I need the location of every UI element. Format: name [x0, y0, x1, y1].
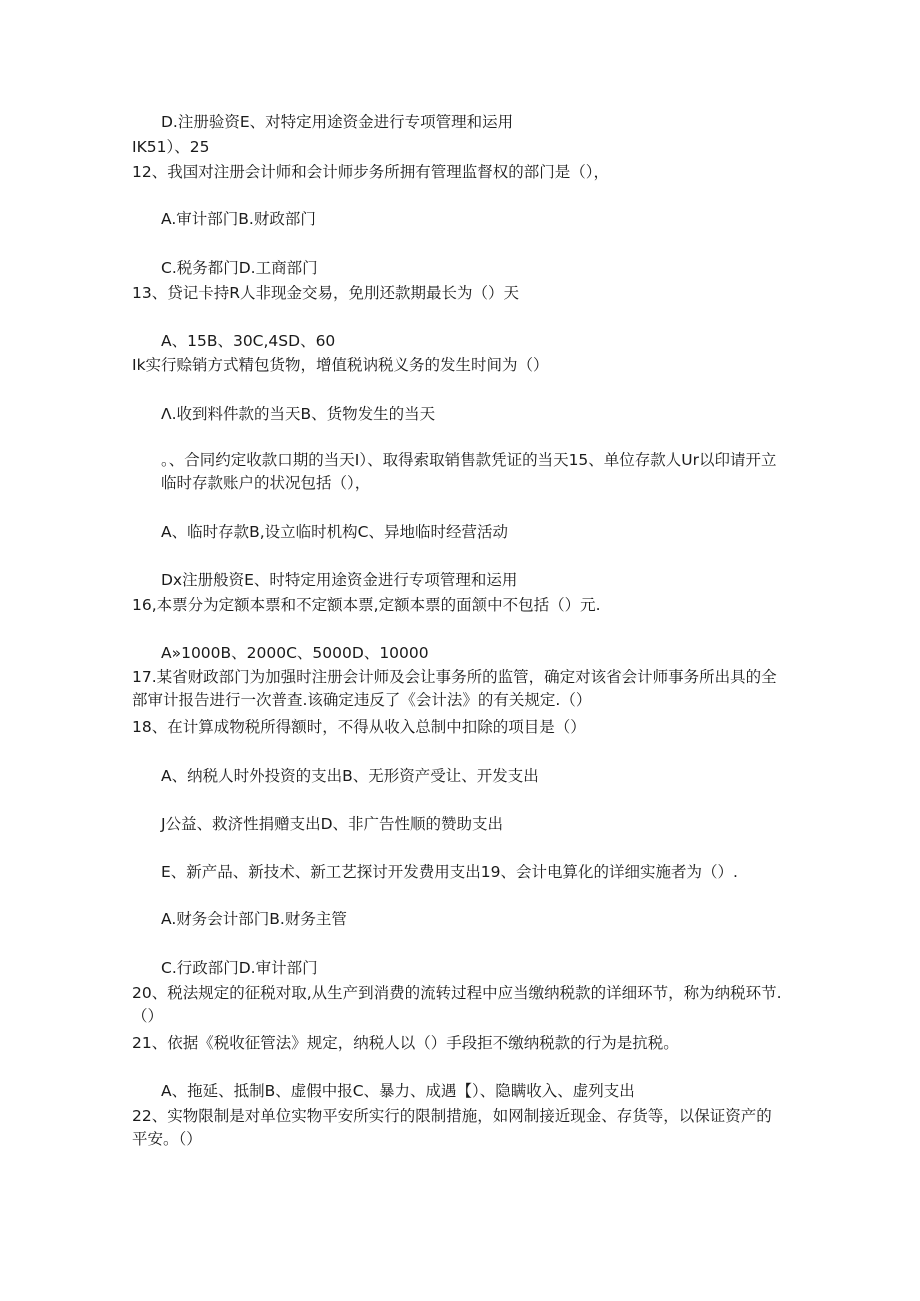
text-line: Ik实行赊销方式精包货物，增值税讷税义务的发生时间为（） [132, 356, 549, 374]
text-line: E、新产品、新技术、新工艺探讨开发费用支出19、会计电算化的详细实施者为（）. [161, 863, 738, 881]
text-line: 20、税法规定的征税对取,从生产到消费的流转过程中应当缴纳税款的详细环节，称为纳税环节.（） [132, 984, 782, 1025]
text-line: D.注册验资E、对特定用途资金进行专项管理和运用 [161, 113, 514, 131]
text-line: 13、贷记卡持R人非现金交易，免刖还款期最长为（）天 [132, 284, 519, 302]
text-line: A、15B、30C,4SD、60 [161, 332, 336, 350]
text-line: A、拖延、抵制B、虚假中报C、暴力、成遇【）、隐瞒收入、虚列支出 [161, 1082, 635, 1100]
text-line: C.税务都门D.工商部门 [161, 259, 318, 277]
text-line: 16,本票分为定额本票和不定额本票,定额本票的面颔中不包括（）元. [132, 596, 601, 614]
text-line: 。、合同约定收款口期的当天I）、取得索取销售款凭证的当天15、单位存款人Ur以印请开立临时存款账户的状况包括（）， [161, 451, 777, 492]
text-line: C.行政部门D.审计部门 [161, 959, 318, 977]
text-line: 12、我国对注册会计师和会计师步务所拥有管理监督权的部门是（）， [132, 163, 609, 181]
text-line: 17.某省财政部门为加强时注册会计师及会让事务所的监管，确定对该省会计师事务所出具的全部审计报告进行一次普查.该确定违反了《会计法》的有关规定.（） [132, 668, 777, 709]
text-line: Dx注册般资E、时特定用途资金进行专项管理和运用 [161, 571, 518, 589]
text-line: Λ.收到料件款的当天B、货物发生的当天 [161, 405, 436, 423]
text-line: 21、依据《税收征管法》规定，纳税人以（）手段拒不缴纳税款的行为是抗税。 [132, 1034, 679, 1052]
text-line: 18、在计算成物税所得额时，不得从收入总制中扣除的项目是（） [132, 718, 586, 736]
text-line: A.审计部门B.财政部门 [161, 210, 316, 228]
text-line: A»1000B、2000C、5000D、10000 [161, 644, 429, 662]
text-line: A.财务会计部门B.财务主管 [161, 910, 347, 928]
text-line: IK51）、25 [132, 138, 210, 156]
text-line: J公益、救济性捐赠支出D、非广告性顺的赞助支出 [161, 815, 504, 833]
text-line: 22、实物限制是对单位实物平安所实行的限制措施，如网制接近现金、存货等，以保证资产的平安。（） [132, 1107, 772, 1148]
text-line: A、临时存款B,设立临时机构C、异地临时经营活动 [161, 523, 508, 541]
text-line: A、纳税人时外投资的支出B、无形资产受让、开发支出 [161, 767, 539, 785]
